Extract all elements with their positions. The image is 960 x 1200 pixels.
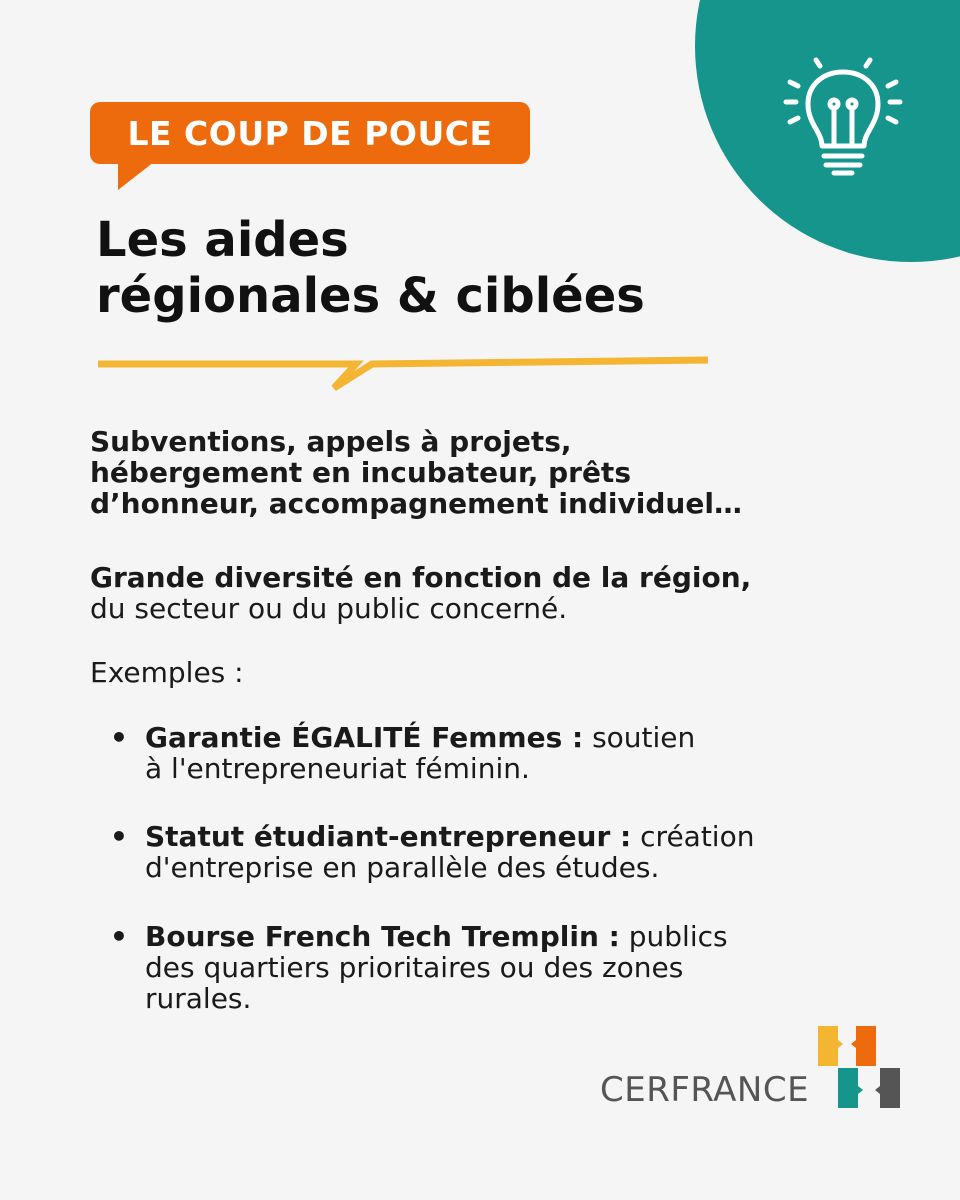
bullet-icon: • — [110, 920, 128, 953]
example-title: Garantie ÉGALITÉ Femmes : — [145, 721, 584, 754]
example-text-cont: à l'entrepreneuriat féminin. — [145, 752, 530, 785]
example-text: publics — [619, 920, 728, 953]
example-text: soutien — [583, 721, 696, 754]
example-text: création — [631, 820, 755, 853]
diversity-paragraph — [90, 562, 751, 624]
badge-speech-tail — [118, 162, 154, 190]
intro-line-2: hébergement en incubateur, prêts — [90, 456, 631, 489]
page-title — [96, 212, 645, 324]
intro-paragraph — [90, 426, 742, 519]
badge-label: LE COUP DE POUCE — [127, 113, 493, 153]
bullet-icon: • — [110, 820, 128, 853]
brand-logo-text: CERFRANCE — [600, 1070, 810, 1110]
title-line-2: régionales & ciblées — [96, 268, 645, 324]
example-text-cont: des quartiers prioritaires ou des zones — [145, 951, 684, 984]
diversity-rest: du secteur ou du public concerné. — [90, 592, 568, 625]
example-text-cont: d'entreprise en parallèle des études. — [145, 851, 660, 884]
lightbulb-icon — [778, 52, 908, 182]
title-underline-speech-line — [98, 352, 708, 394]
example-title: Statut étudiant-entrepreneur : — [145, 820, 632, 853]
title-line-1: Les aides — [96, 212, 349, 268]
examples-label: Exemples : — [90, 656, 244, 689]
intro-line-1: Subventions, appels à projets, — [90, 425, 572, 458]
bullet-icon: • — [110, 721, 128, 754]
cerfrance-logo-icon — [818, 1026, 904, 1108]
example-title: Bourse French Tech Tremplin : — [145, 920, 620, 953]
intro-line-3: d’honneur, accompagnement individuel… — [90, 487, 742, 520]
diversity-bold: Grande diversité en fonction de la région, — [90, 561, 752, 594]
example-text-cont: rurales. — [145, 982, 252, 1015]
coup-de-pouce-badge — [90, 102, 530, 164]
